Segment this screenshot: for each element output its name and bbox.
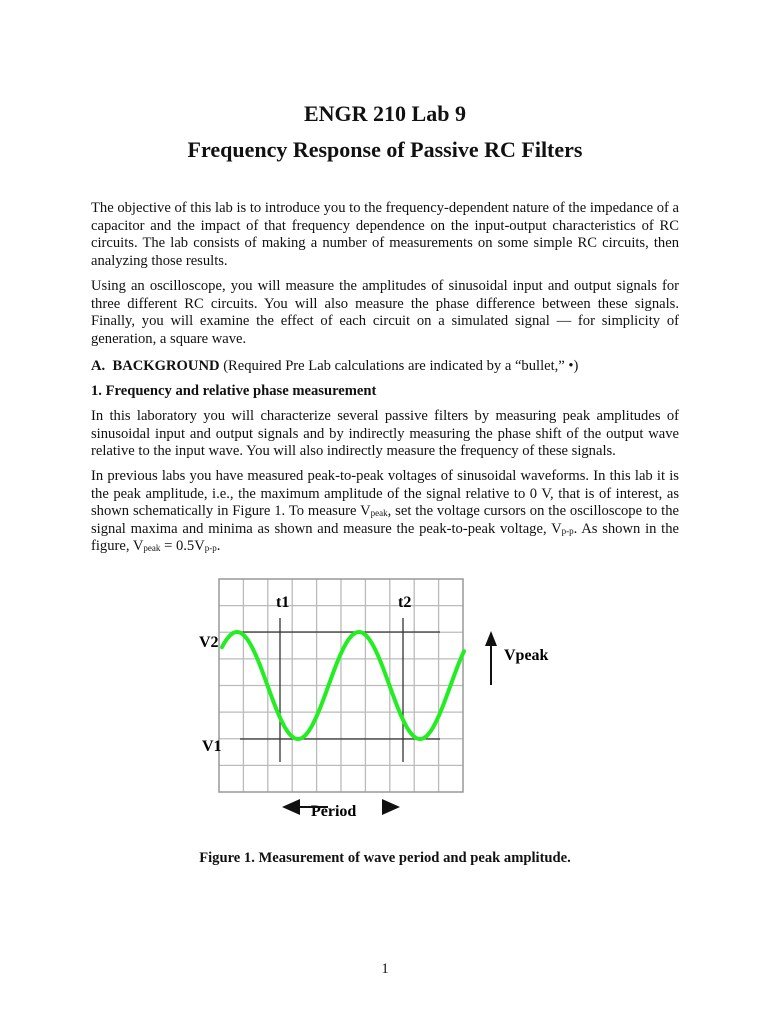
period-right-arrow-icon	[382, 799, 400, 815]
p4-text-a: In previous labs you have measured peak-to-peak voltages of sinusoidal waveforms. In this lab it is the peak amplitude, i.e., the maximum amplitude of the signal relative to 0 V, that is of interest, as shown schematically in Figure 1. To measure V	[91, 468, 679, 520]
t2-label: t2	[398, 594, 412, 611]
p4-text-d: = 0.5V	[160, 538, 205, 555]
section-a-note: (Required Pre Lab calculations are indicated by a “bullet,” •)	[223, 358, 579, 374]
page-number: 1	[381, 961, 389, 977]
vpeak-label: Vpeak	[504, 647, 549, 664]
t1-label: t1	[276, 594, 290, 611]
p4-sub-pp-1: p-p	[561, 525, 574, 536]
p4-sub-peak-2: peak	[143, 543, 161, 554]
intro-paragraph-2: Using an oscilloscope, you will measure the amplitudes of sinusoidal input and output signals for three different RC circuits. You will also measure the phase difference between these signals. Finally, you will examine the effect of each circuit on a simulated signal — for simplicity of generation, a square wave.	[91, 278, 679, 347]
section-1-paragraph-2	[91, 468, 679, 556]
p4-text-c: . As shown in the figure, V	[91, 520, 679, 555]
scope-grid	[219, 579, 463, 792]
p4-sub-peak-1: peak	[370, 508, 388, 519]
section-a-label: A.	[91, 358, 106, 374]
intro-paragraph-1: The objective of this lab is to introduce you to the frequency-dependent nature of the impedance of a capacitor and the impact of that frequency dependence on the input-output characteristics of RC circuits. The lab consists of making a number of measurements on some simple RC circuits, then analyzing those results.	[91, 200, 679, 269]
period-label: Period	[311, 803, 357, 820]
v1-label: V1	[202, 738, 222, 755]
oscilloscope-figure	[190, 570, 590, 840]
v2-label: V2	[199, 634, 219, 651]
figure-caption: Figure 1. Measurement of wave period and peak amplitude.	[199, 850, 571, 866]
vpeak-arrow-icon	[485, 631, 497, 685]
p4-sub-pp-2: p-p	[204, 543, 217, 554]
document-title: ENGR 210 Lab 9	[304, 101, 466, 126]
section-1-heading: 1. Frequency and relative phase measurement	[91, 383, 377, 399]
section-a-title: BACKGROUND	[112, 358, 220, 374]
p4-text-b: , set the voltage cursors on the oscilloscope to the signal maxima and minima as shown and measure the peak-to-peak voltage, V	[91, 503, 679, 537]
section-a-heading	[91, 358, 578, 375]
section-1-paragraph-1: In this laboratory you will characterize several passive filters by measuring peak amplitudes of sinusoidal input and output signals and by indirectly measuring the phase shift of the output wave relative to the input wave. You will also indirectly measure the frequency of these signals.	[91, 408, 679, 460]
document-subtitle: Frequency Response of Passive RC Filters	[187, 137, 583, 162]
p4-text-e: .	[216, 538, 221, 555]
